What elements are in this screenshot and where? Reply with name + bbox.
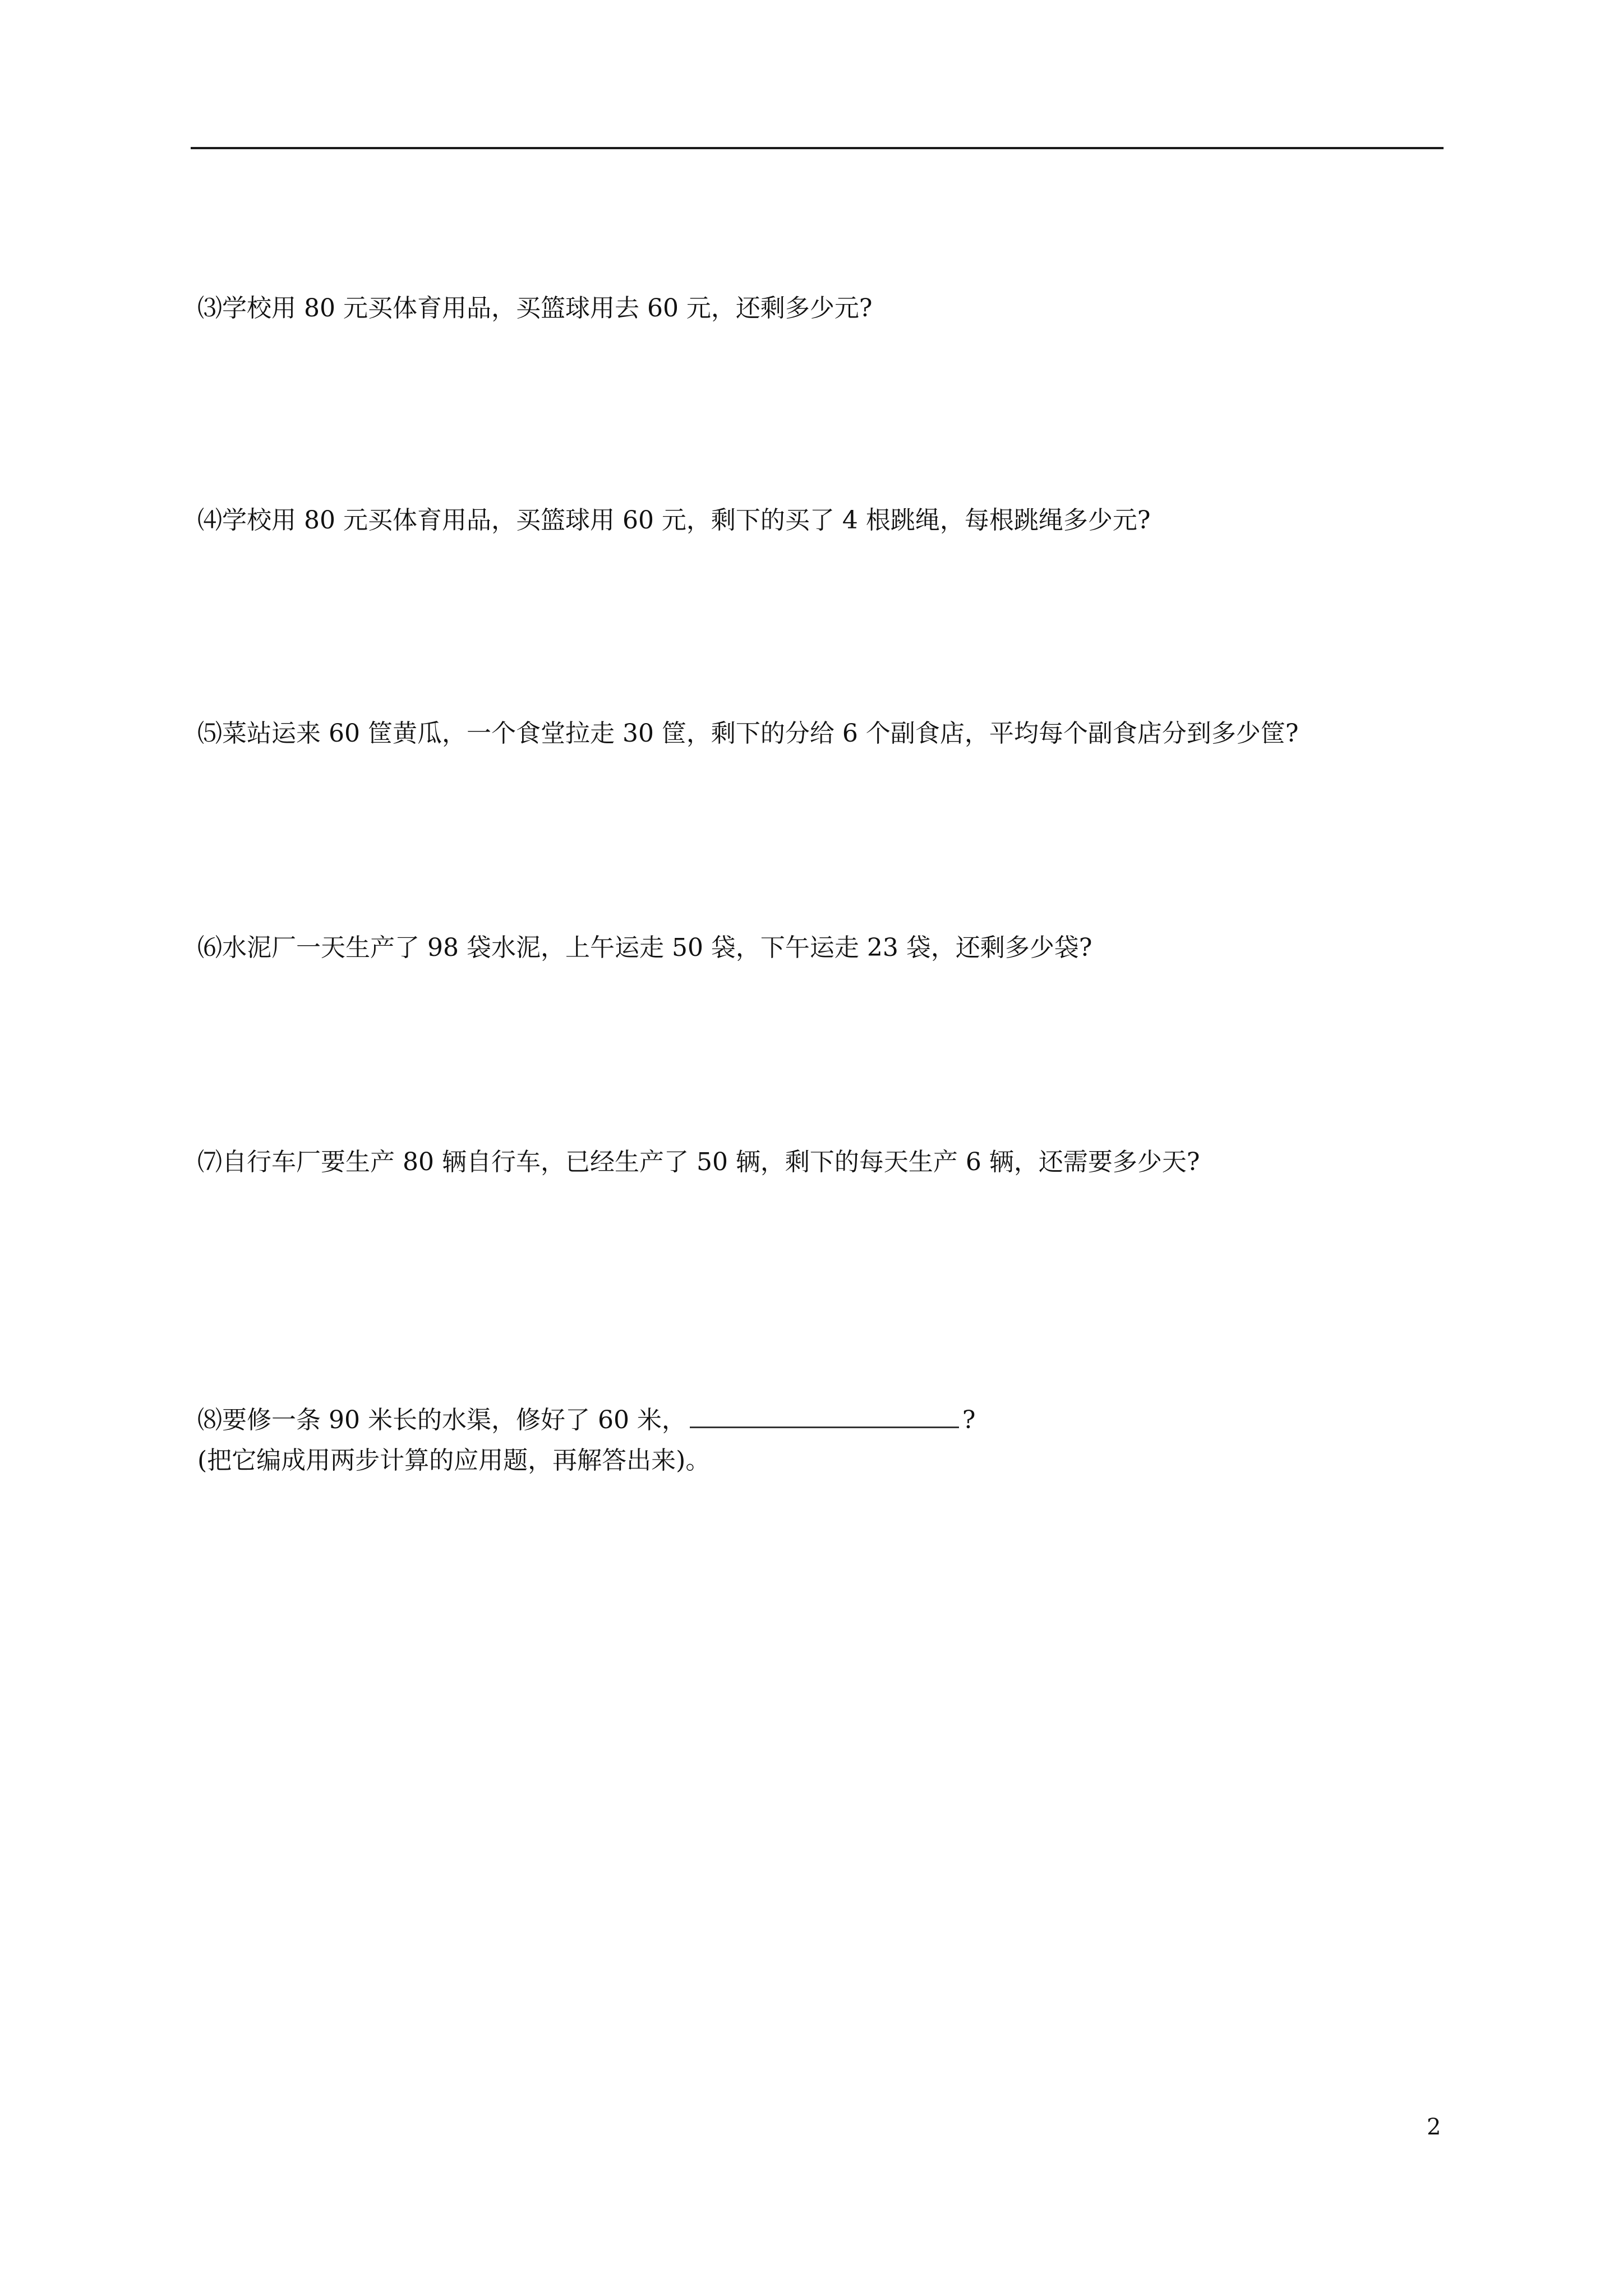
problem-8 (197, 1404, 976, 1437)
answer-blank[interactable] (690, 1404, 959, 1428)
problem-8-question-mark: ? (962, 1406, 976, 1434)
problem-8-note: (把它编成用两步计算的应用题，再解答出来)。 (197, 1446, 711, 1475)
header-rule (191, 147, 1444, 149)
problem-3: ⑶学校用 80 元买体育用品，买篮球用去 60 元，还剩多少元? (197, 294, 873, 323)
problem-5: ⑸菜站运来 60 筐黄瓜，一个食堂拉走 30 筐，剩下的分给 6 个副食店，平均每个副食店分到多少筐? (197, 719, 1299, 748)
problem-7: ⑺自行车厂要生产 80 辆自行车，已经生产了 50 辆，剩下的每天生产 6 辆，还需要多少天? (197, 1148, 1200, 1176)
problem-6: ⑹水泥厂一天生产了 98 袋水泥，上午运走 50 袋，下午运走 23 袋，还剩多少袋? (197, 933, 1092, 962)
page-number: 2 (1427, 2114, 1441, 2140)
problem-4: ⑷学校用 80 元买体育用品，买篮球用 60 元，剩下的买了 4 根跳绳，每根跳绳多少元? (197, 506, 1151, 535)
problem-8-text: ⑻要修一条 90 米长的水渠，修好了 60 米， (197, 1406, 686, 1434)
